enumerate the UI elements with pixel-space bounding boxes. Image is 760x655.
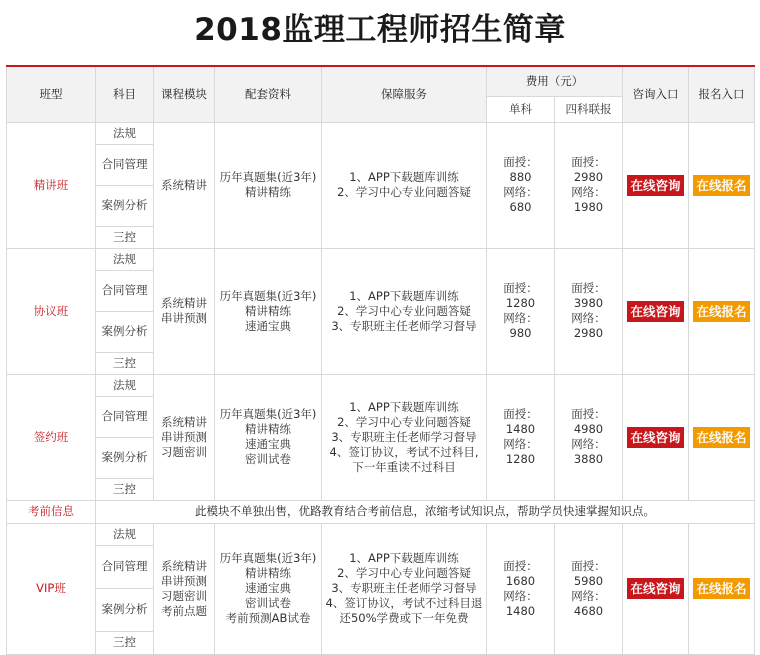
subject-cell: 合同管理 bbox=[96, 396, 154, 437]
subject-cell: 三控 bbox=[96, 478, 154, 500]
subject-cell: 法规 bbox=[96, 374, 154, 396]
row-xieyi-consult-cell bbox=[623, 248, 689, 374]
class-name: 签约班 bbox=[7, 374, 96, 500]
header-fee: 费用（元） bbox=[487, 66, 623, 96]
header-enroll: 报名入口 bbox=[689, 66, 755, 122]
page-title: 2018监理工程师招生简章 bbox=[194, 12, 566, 48]
header-materials: 配套资料 bbox=[215, 66, 322, 122]
class-name: VIP班 bbox=[7, 523, 96, 654]
header-consult: 咨询入口 bbox=[623, 66, 689, 122]
row-xieyi-enroll-cell bbox=[689, 248, 755, 374]
consult-button[interactable]: 在线咨询 bbox=[627, 301, 683, 322]
subject-cell: 案例分析 bbox=[96, 588, 154, 631]
header-module: 课程模块 bbox=[154, 66, 215, 122]
enroll-button[interactable]: 在线报名 bbox=[693, 578, 749, 599]
materials-cell: 历年真题集(近3年) 精讲精练 bbox=[215, 122, 322, 248]
fee-bundle-cell: 面授： 4980 网络： 3880 bbox=[555, 374, 623, 500]
materials-cell: 历年真题集(近3年) 精讲精练 速通宝典 密训试卷 考前预测AB试卷 bbox=[215, 523, 322, 654]
notice-row bbox=[7, 500, 755, 523]
class-name: 精讲班 bbox=[7, 122, 96, 248]
subject-cell: 合同管理 bbox=[96, 545, 154, 588]
fee-single-cell: 面授： 880 网络： 680 bbox=[487, 122, 555, 248]
fee-bundle-cell: 面授： 3980 网络： 2980 bbox=[555, 248, 623, 374]
header-fee-bundle: 四科联报 bbox=[555, 96, 623, 122]
materials-cell: 历年真题集(近3年) 精讲精练 速通宝典 密训试卷 bbox=[215, 374, 322, 500]
row-jingjiang-enroll-cell bbox=[689, 122, 755, 248]
subject-cell: 三控 bbox=[96, 631, 154, 654]
service-cell: 1、APP下载题库训练 2、学习中心专业问题答疑 3、专职班主任老师学习督导 bbox=[322, 248, 487, 374]
table-row bbox=[7, 523, 755, 545]
consult-button[interactable]: 在线咨询 bbox=[627, 578, 683, 599]
row-qianyue-enroll-cell bbox=[689, 374, 755, 500]
subject-cell: 法规 bbox=[96, 248, 154, 270]
row-vip-consult-cell bbox=[623, 523, 689, 654]
subject-cell: 合同管理 bbox=[96, 270, 154, 311]
enrollment-table bbox=[6, 65, 755, 655]
row-qianyue-consult-cell bbox=[623, 374, 689, 500]
table-row bbox=[7, 374, 755, 396]
fee-single-cell: 面授： 1280 网络： 980 bbox=[487, 248, 555, 374]
header-service: 保障服务 bbox=[322, 66, 487, 122]
subject-cell: 案例分析 bbox=[96, 437, 154, 478]
module-cell: 系统精讲 串讲预测 bbox=[154, 248, 215, 374]
class-name: 协议班 bbox=[7, 248, 96, 374]
module-cell: 系统精讲 串讲预测 习题密训 bbox=[154, 374, 215, 500]
service-cell: 1、APP下载题库训练 2、学习中心专业问题答疑 bbox=[322, 122, 487, 248]
consult-button[interactable]: 在线咨询 bbox=[627, 175, 683, 196]
notice-text: 此模块不单独出售，优路教育结合考前信息，浓缩考试知识点，帮助学员快速掌握知识点。 bbox=[96, 500, 755, 523]
fee-bundle-cell: 面授： 2980 网络： 1980 bbox=[555, 122, 623, 248]
header-class-type: 班型 bbox=[7, 66, 96, 122]
consult-button[interactable]: 在线咨询 bbox=[627, 427, 683, 448]
subject-cell: 三控 bbox=[96, 226, 154, 248]
enroll-button[interactable]: 在线报名 bbox=[693, 427, 749, 448]
subject-cell: 案例分析 bbox=[96, 311, 154, 352]
subject-cell: 法规 bbox=[96, 122, 154, 144]
fee-single-cell: 面授： 1480 网络： 1280 bbox=[487, 374, 555, 500]
service-cell: 1、APP下载题库训练 2、学习中心专业问题答疑 3、专职班主任老师学习督导 4、签订协议，考试不过科目,下一年重读不过科目 bbox=[322, 374, 487, 500]
module-cell: 系统精讲 bbox=[154, 122, 215, 248]
row-vip-enroll-cell bbox=[689, 523, 755, 654]
header-fee-single: 单科 bbox=[487, 96, 555, 122]
materials-cell: 历年真题集(近3年) 精讲精练 速通宝典 bbox=[215, 248, 322, 374]
subject-cell: 案例分析 bbox=[96, 185, 154, 226]
fee-single-cell: 面授： 1680 网络： 1480 bbox=[487, 523, 555, 654]
table-row bbox=[7, 248, 755, 270]
notice-label: 考前信息 bbox=[7, 500, 96, 523]
subject-cell: 三控 bbox=[96, 352, 154, 374]
subject-cell: 合同管理 bbox=[96, 144, 154, 185]
service-cell: 1、APP下载题库训练 2、学习中心专业问题答疑 3、专职班主任老师学习督导 4、签订协议，考试不过科目退还50%学费或下一年免费 bbox=[322, 523, 487, 654]
row-jingjiang-consult-cell bbox=[623, 122, 689, 248]
subject-cell: 法规 bbox=[96, 523, 154, 545]
header-subject: 科目 bbox=[96, 66, 154, 122]
enroll-button[interactable]: 在线报名 bbox=[693, 175, 749, 196]
fee-bundle-cell: 面授： 5980 网络： 4680 bbox=[555, 523, 623, 654]
table-body bbox=[7, 122, 755, 654]
table-row bbox=[7, 122, 755, 144]
enroll-button[interactable]: 在线报名 bbox=[693, 301, 749, 322]
module-cell: 系统精讲 串讲预测 习题密训 考前点题 bbox=[154, 523, 215, 654]
